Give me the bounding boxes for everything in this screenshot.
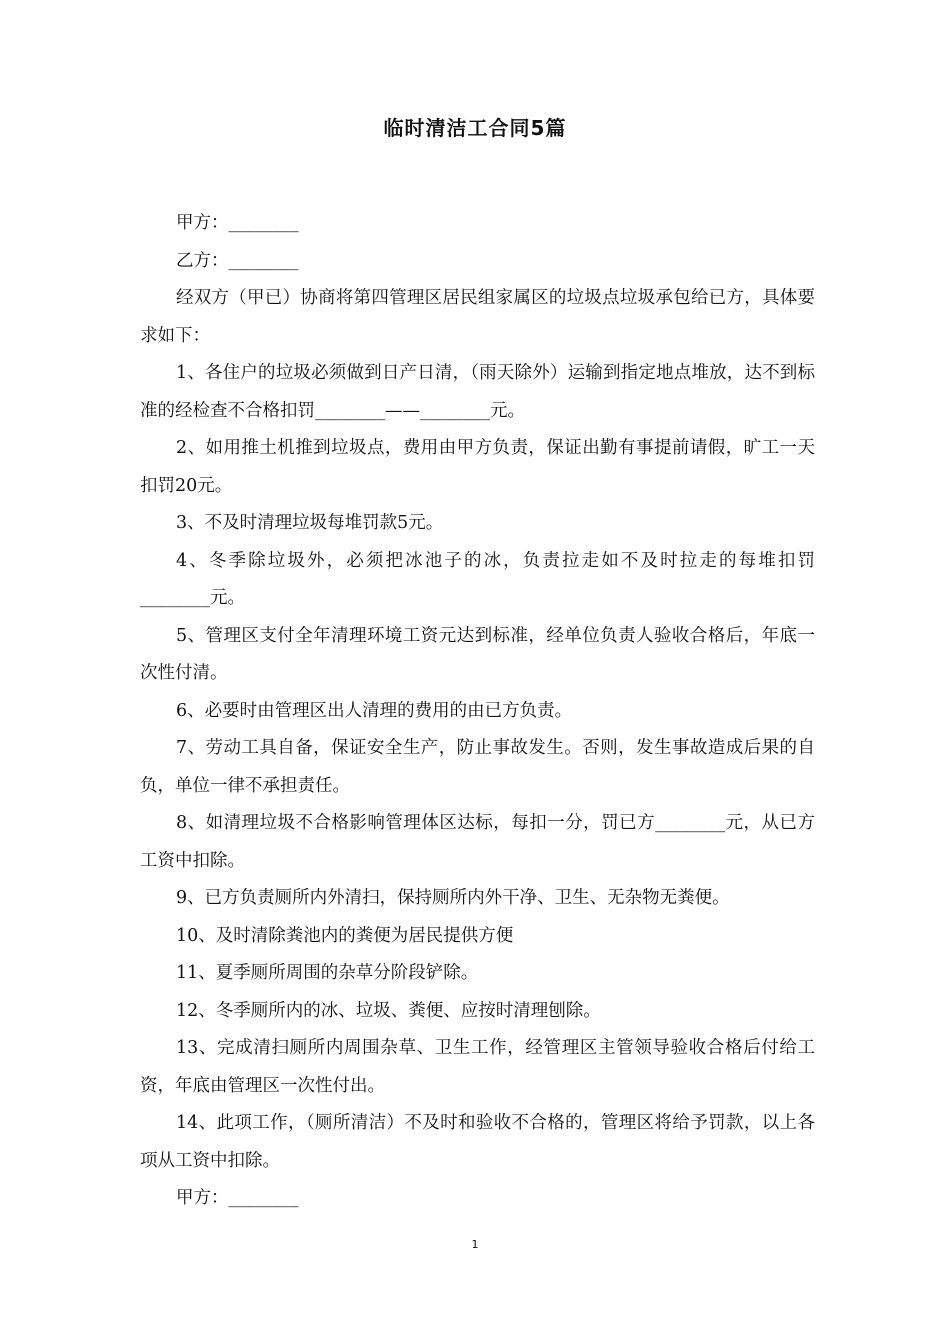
clause-14: 14、此项工作，（厕所清洁）不及时和验收不合格的，管理区将给予罚款，以上各项从工资中扣除。 — [140, 1113, 815, 1171]
clause-8: 8、如清理垃圾不合格影响管理体区达标，每扣一分，罚已方________元，从已方工资中扣除。 — [140, 813, 815, 871]
clause-1: 1、各住户的垃圾必须做到日产日清，（雨天除外）运输到指定地点堆放，达不到标准的经检查不合格扣罚________——________元。 — [140, 363, 815, 421]
document-title: 临时清洁工合同5篇 — [383, 116, 567, 140]
party-a-signature-line: 甲方：________ — [176, 1188, 299, 1208]
clause-3: 3、不及时清理垃圾每堆罚款5元。 — [176, 513, 444, 533]
clause-5: 5、管理区支付全年清理环境工资元达到标准，经单位负责人验收合格后，年底一次性付清。 — [140, 625, 815, 683]
clause-2: 2、如用推土机推到垃圾点，费用由甲方负责，保证出勤有事提前请假，旷工一天扣罚20元。 — [140, 438, 815, 496]
clause-10: 10、及时清除粪池内的粪便为居民提供方便 — [176, 925, 514, 946]
clause-12: 12、冬季厕所内的冰、垃圾、粪便、应按时清理刨除。 — [176, 1000, 601, 1021]
party-a-line: 甲方：________ — [176, 213, 299, 233]
clause-13: 13、完成清扫厕所内周围杂草、卫生工作，经管理区主管领导验收合格后付给工资，年底由管理区一次性付出。 — [140, 1038, 815, 1096]
document-body — [140, 205, 815, 1218]
clause-7: 7、劳动工具自备，保证安全生产，防止事故发生。否则，发生事故造成后果的自负，单位一律不承担责任。 — [140, 738, 815, 796]
intro-paragraph: 经双方（甲已）协商将第四管理区居民组家属区的垃圾点垃圾承包给已方，具体要求如下： — [140, 288, 815, 346]
clause-4: 4、冬季除垃圾外，必须把冰池子的冰，负责拉走如不及时拉走的每堆扣罚________元。 — [140, 550, 815, 608]
party-b-line: 乙方：________ — [176, 250, 299, 271]
clause-6: 6、必要时由管理区出人清理的费用的由已方负责。 — [176, 700, 573, 721]
clause-11: 11、夏季厕所周围的杂草分阶段铲除。 — [176, 963, 479, 983]
page-number: 1 — [471, 1238, 479, 1251]
clause-9: 9、已方负责厕所内外清扫，保持厕所内外干净、卫生、无杂物无粪便。 — [176, 888, 730, 908]
